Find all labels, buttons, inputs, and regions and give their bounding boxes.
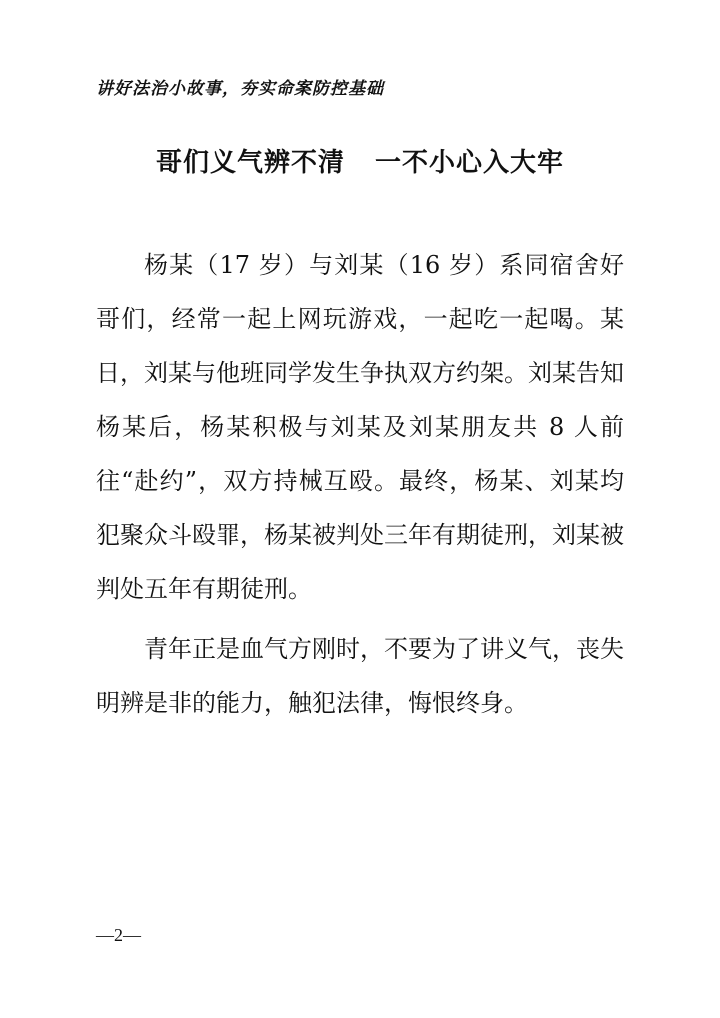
paragraph: 杨某（17 岁）与刘某（16 岁）系同宿舍好哥们，经常一起上网玩游戏，一起吃一起喝。某日，刘某与他班同学发生争执双方约架。刘某告知杨某后，杨某积极与刘某及刘某朋友共 8 人前往“赴约”，双方持械互殴。最终，杨某、刘某均犯聚众斗殴罪，杨某被判处三年有期徒刑，刘某被判处五年有期徒刑。	[96, 251, 624, 603]
page-header: 讲好法治小故事，夯实命案防控基础	[96, 79, 384, 99]
article-title-part2: 一不小心入大牢	[375, 148, 565, 178]
article-title-part1: 哥们义气辨不清	[155, 148, 345, 178]
page-number: —2—	[96, 925, 141, 945]
paragraph: 青年正是血气方刚时，不要为了讲义气，丧失明辨是非的能力，触犯法律，悔恨终身。	[96, 635, 624, 717]
article-title	[0, 142, 720, 179]
article-body	[96, 238, 624, 730]
